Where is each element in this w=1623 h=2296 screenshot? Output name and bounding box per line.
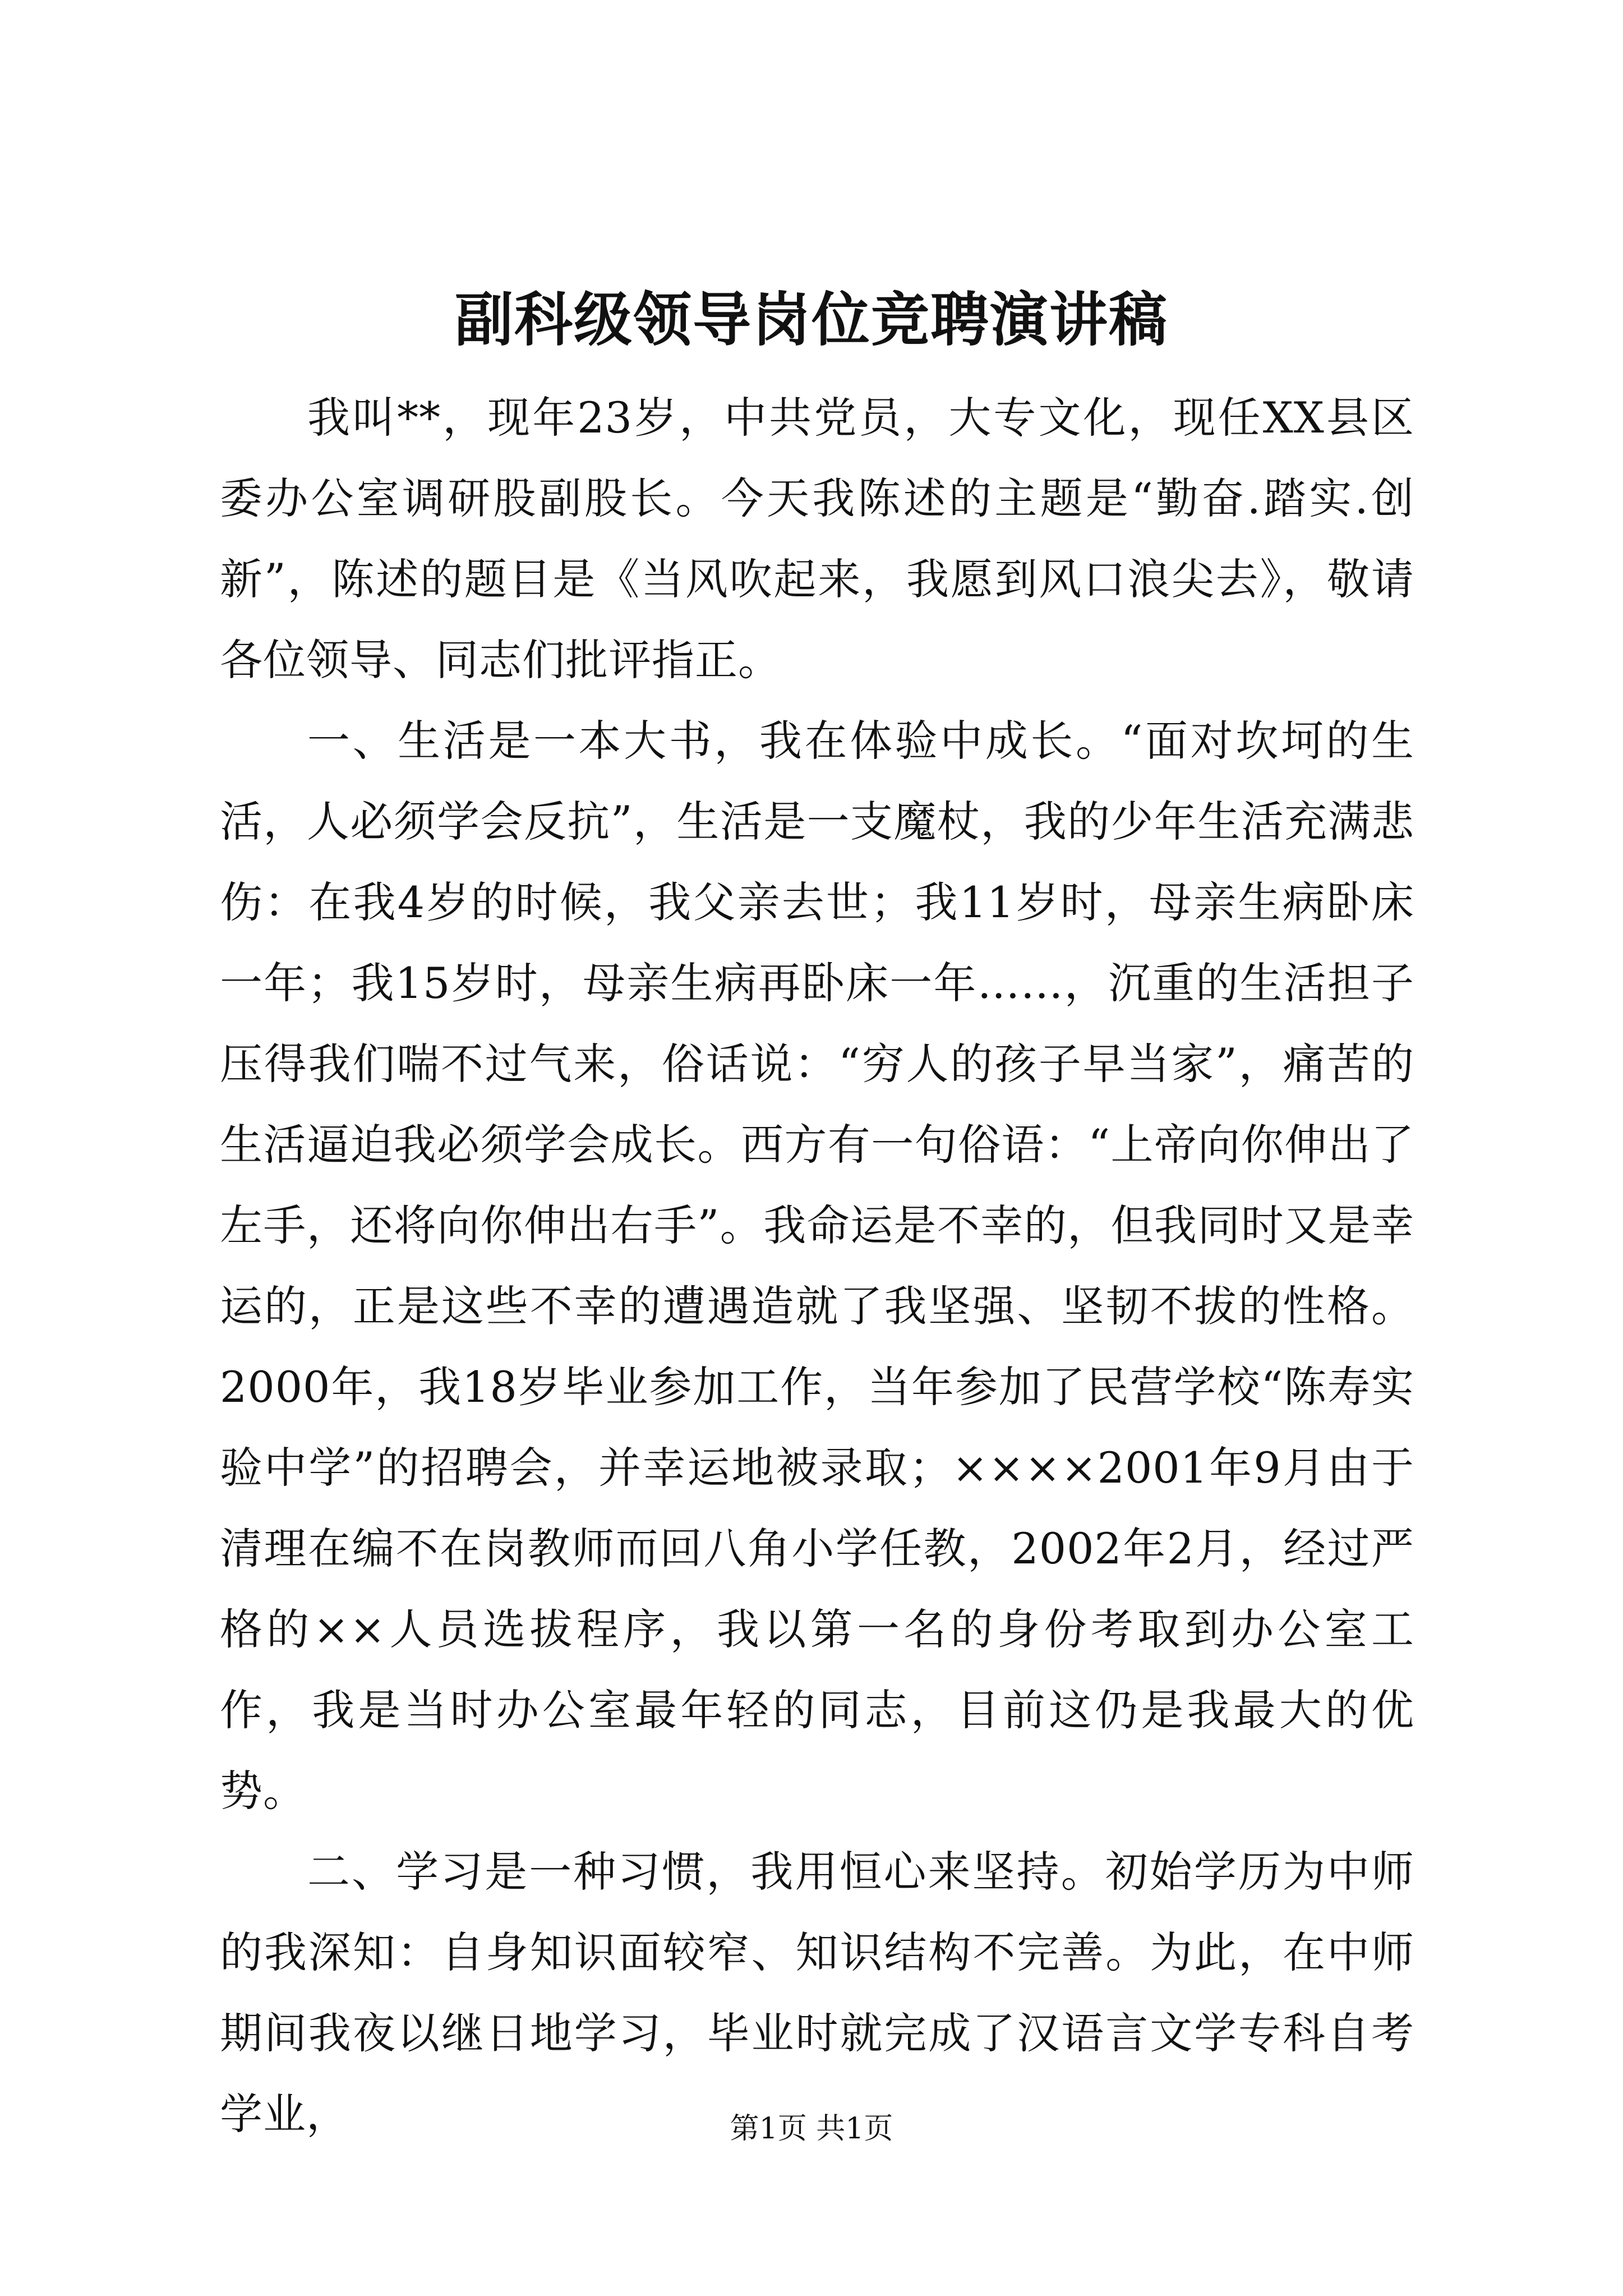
document-title: 副科级领导岗位竞聘演讲稿 bbox=[454, 285, 1168, 354]
paragraph-section-two: 二、学习是一种习惯，我用恒心来坚持。初始学历为中师的我深知：自身知识面较窄、知识结构不完善。为此，在中师期间我夜以继日地学习，毕业时就完成了汉语言文学专科自考学业， bbox=[220, 1847, 1414, 2139]
paragraph-section-one: 一、生活是一本大书，我在体验中成长。“面对坎坷的生活，人必须学会反抗”，生活是一支魔杖，我的少年生活充满悲伤：在我4岁的时候，我父亲去世；我11岁时，母亲生病卧床一年；我15岁时，母亲生病再卧床一年……，沉重的生活担子压得我们喘不过气来，俗话说：“穷人的孩子早当家”，痛苦的生活逼迫我必须学会成长。西方有一句俗语：“上帝向你伸出了左手，还将向你伸出右手”。我命运是不幸的，但我同时又是幸运的，正是这些不幸的遭遇造就了我坚强、坚韧不拔的性格。2000年，我18岁毕业参加工作，当年参加了民营学校“陈寿实验中学”的招聘会，并幸运地被录取；××××2001年9月由于清理在编不在岗教师而回八角小学任教，2002年2月，经过严格的××人员选拔程序，我以第一名的身份考取到办公室工作，我是当时办公室最年轻的同志，目前这仍是我最大的优势。 bbox=[220, 716, 1414, 1816]
paragraph-intro: 我叫**，现年23岁，中共党员，大专文化，现任XX县区委办公室调研股副股长。今天我陈述的主题是“勤奋.踏实.创新”，陈述的题目是《当风吹起来，我愿到风口浪尖去》，敬请各位领导、同志们批评指正。 bbox=[220, 393, 1414, 685]
page-footer: 第1页 共1页 bbox=[730, 2112, 893, 2146]
document-body bbox=[220, 378, 1414, 2155]
